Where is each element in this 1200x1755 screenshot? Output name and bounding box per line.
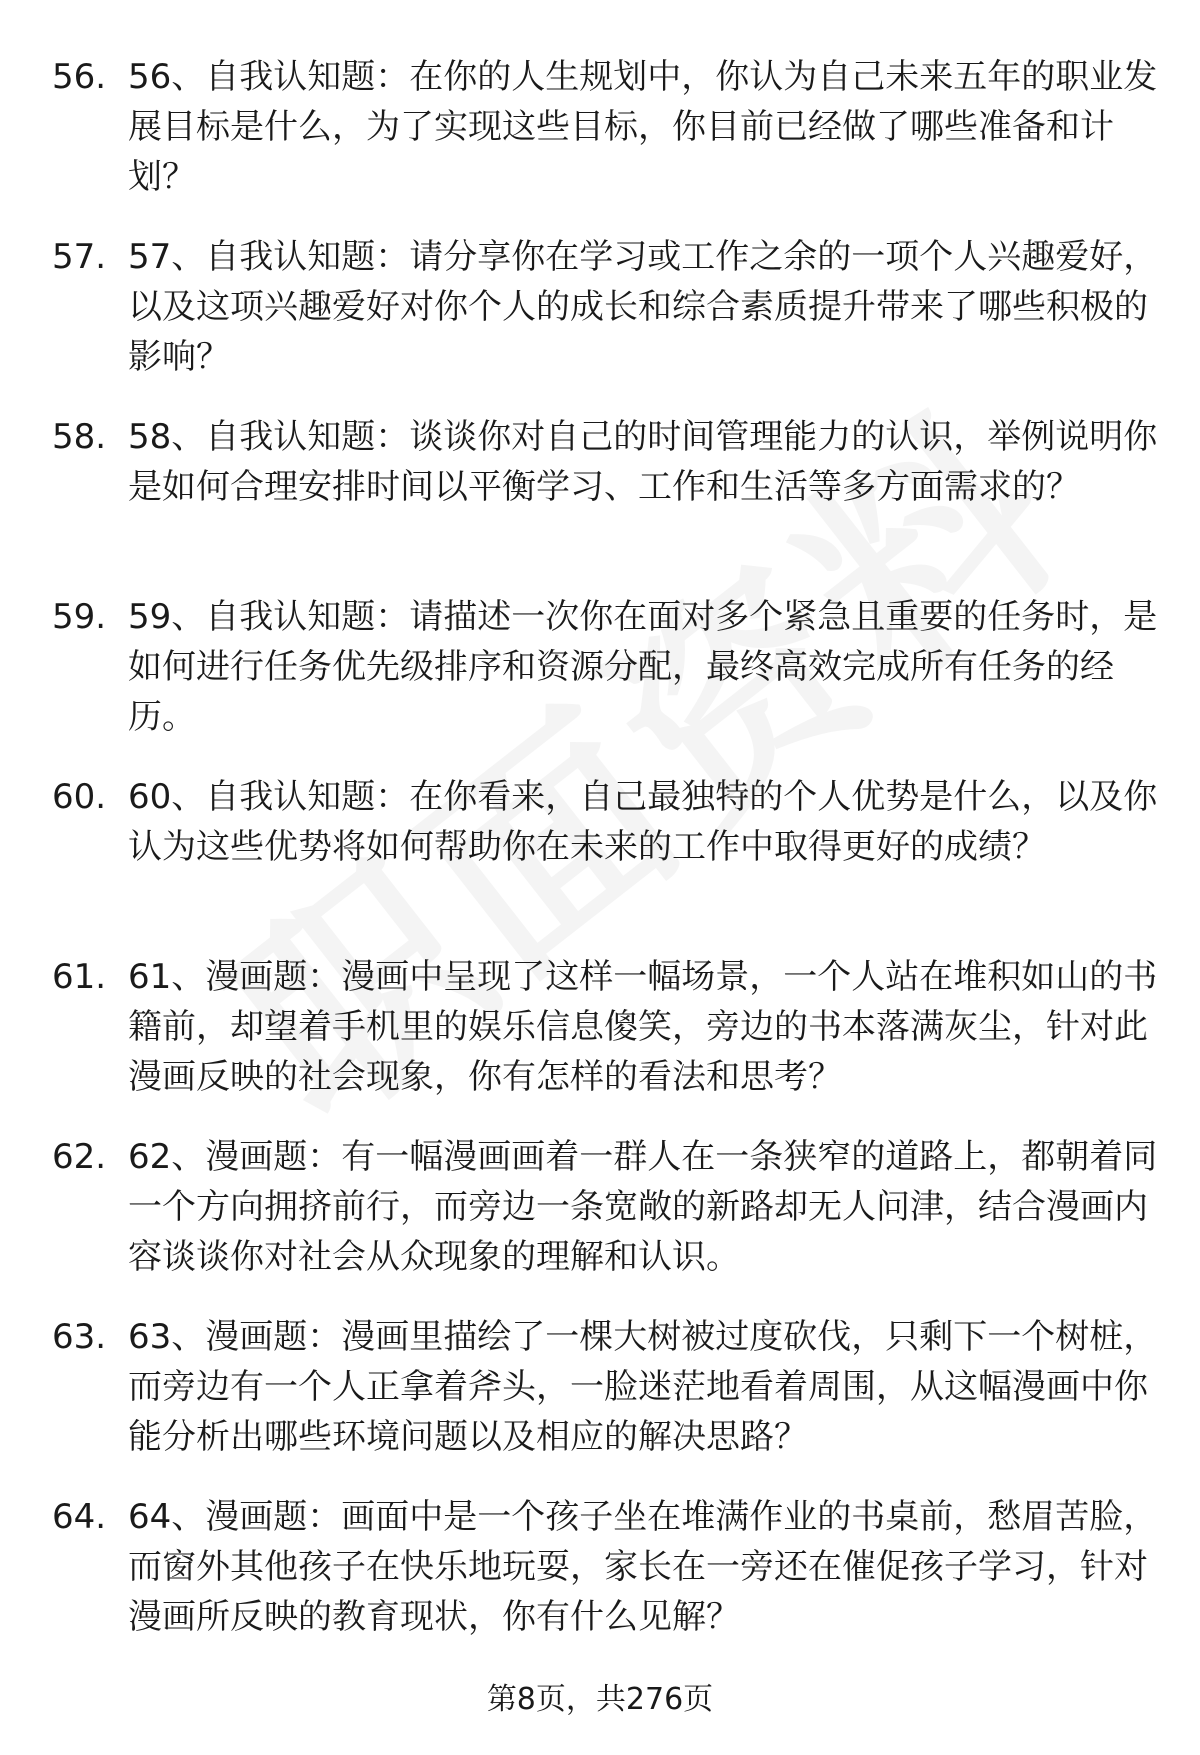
- list-item: [0, 1312, 1200, 1492]
- list-item: [0, 772, 1200, 952]
- question-number: 58.: [52, 417, 107, 457]
- list-item: [0, 412, 1200, 592]
- page-footer: [0, 1680, 1200, 1720]
- list-item: [0, 52, 1200, 232]
- question-number: 64.: [52, 1497, 107, 1537]
- list-item: [0, 1492, 1200, 1672]
- question-number: 62.: [52, 1137, 107, 1177]
- question-number: 59.: [52, 597, 107, 637]
- list-item: [0, 232, 1200, 412]
- question-text: 62、漫画题：有一幅漫画画着一群人在一条狭窄的道路上，都朝着同一个方向拥挤前行，而旁边一条宽敞的新路却无人问津，结合漫画内容谈谈你对社会从众现象的理解和认识。: [128, 1137, 1158, 1277]
- question-number: 63.: [52, 1317, 107, 1357]
- question-text: 57、自我认知题：请分享你在学习或工作之余的一项个人兴趣爱好，以及这项兴趣爱好对你个人的成长和综合素质提升带来了哪些积极的影响？: [128, 237, 1158, 377]
- question-text: 56、自我认知题：在你的人生规划中，你认为自己未来五年的职业发展目标是什么，为了实现这些目标，你目前已经做了哪些准备和计划？: [128, 57, 1158, 197]
- question-number: 56.: [52, 57, 107, 97]
- list-item: [0, 1132, 1200, 1312]
- question-list: [0, 52, 1200, 1672]
- question-text: 61、漫画题：漫画中呈现了这样一幅场景，一个人站在堆积如山的书籍前，却望着手机里的娱乐信息傻笑，旁边的书本落满灰尘，针对此漫画反映的社会现象，你有怎样的看法和思考？: [128, 957, 1158, 1097]
- list-item: [0, 592, 1200, 772]
- question-number: 61.: [52, 957, 107, 997]
- page-number-label: 第8页，共276页: [486, 1682, 714, 1717]
- question-text: 63、漫画题：漫画里描绘了一棵大树被过度砍伐，只剩下一个树桩，而旁边有一个人正拿着斧头，一脸迷茫地看着周围，从这幅漫画中你能分析出哪些环境问题以及相应的解决思路？: [128, 1317, 1158, 1457]
- question-number: 60.: [52, 777, 107, 817]
- question-text: 58、自我认知题：谈谈你对自己的时间管理能力的认识，举例说明你是如何合理安排时间以平衡学习、工作和生活等多方面需求的？: [128, 417, 1158, 507]
- question-text: 64、漫画题：画面中是一个孩子坐在堆满作业的书桌前，愁眉苦脸，而窗外其他孩子在快乐地玩耍，家长在一旁还在催促孩子学习，针对漫画所反映的教育现状，你有什么见解？: [128, 1497, 1158, 1637]
- question-number: 57.: [52, 237, 107, 277]
- question-text: 60、自我认知题：在你看来，自己最独特的个人优势是什么，以及你认为这些优势将如何帮助你在未来的工作中取得更好的成绩？: [128, 777, 1158, 867]
- list-item: [0, 952, 1200, 1132]
- question-text: 59、自我认知题：请描述一次你在面对多个紧急且重要的任务时，是如何进行任务优先级排序和资源分配，最终高效完成所有任务的经历。: [128, 597, 1158, 737]
